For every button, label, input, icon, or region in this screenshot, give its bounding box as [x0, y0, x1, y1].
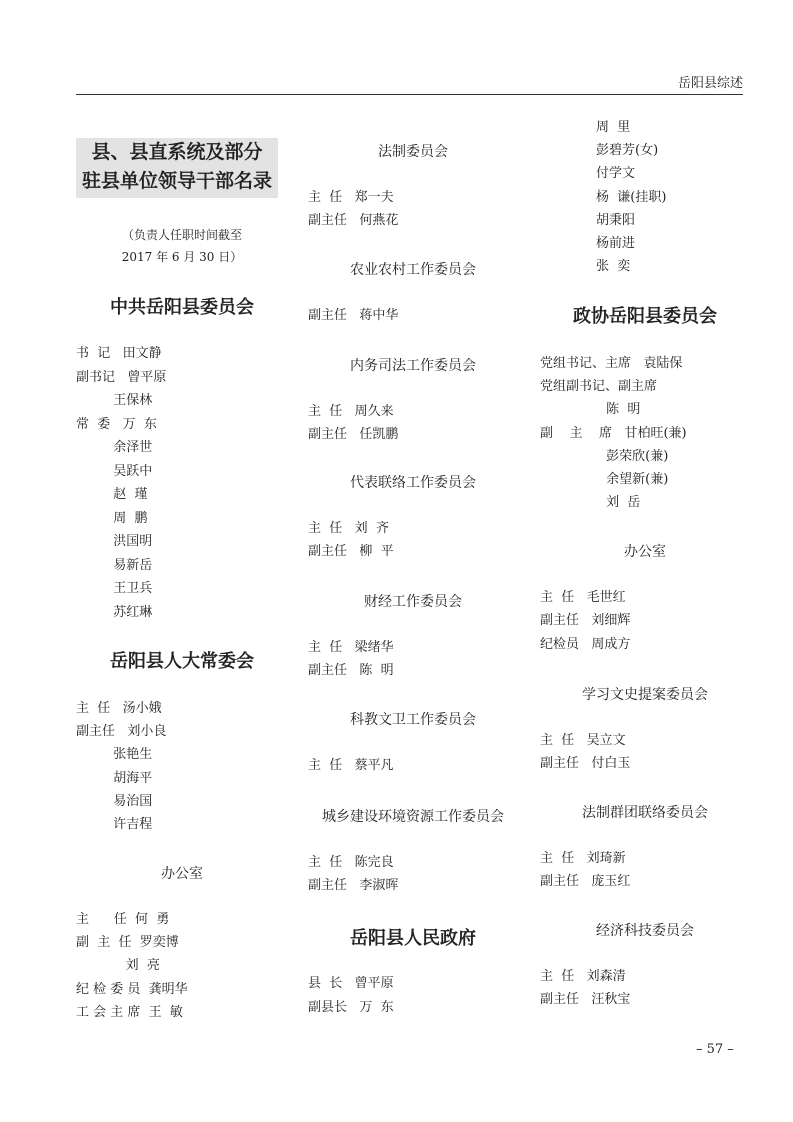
roster-line: 胡海平: [76, 770, 153, 786]
roster-line: 胡秉阳: [596, 212, 636, 228]
roster-line: 余泽世: [76, 440, 153, 455]
title-line-1: 县、县直系统及部分: [91, 141, 263, 163]
roster-line: 杨 谦(挂职): [596, 189, 667, 205]
roster-line: 主 任 梁绪华: [308, 640, 394, 655]
roster-line: 主 任 何 勇: [76, 912, 170, 927]
roster-line: 彭碧芳(女): [596, 143, 659, 159]
roster-line: 余望新(兼): [540, 472, 669, 487]
section-title: 经济科技委员会: [596, 923, 694, 939]
roster-line: 王保林: [76, 393, 153, 408]
running-header: [76, 72, 743, 95]
roster-line: 副主任 庞玉红: [540, 874, 631, 890]
roster-line: 主 任 汤小娥: [76, 701, 162, 716]
roster-line: 陈 明: [540, 402, 641, 418]
roster-line: 张 奕: [596, 259, 631, 275]
roster-line: 周 鹏: [76, 510, 148, 526]
header-title: 岳阳县综述: [677, 76, 743, 91]
section-title: 代表联络工作委员会: [350, 475, 476, 491]
roster-line: 王卫兵: [76, 581, 153, 596]
roster-line: 周 里: [596, 120, 631, 135]
roster-line: 副 主 任 罗奕博: [76, 935, 179, 951]
roster-line: 主 任 刘 齐: [308, 521, 389, 536]
section-title: 农业农村工作委员会: [350, 262, 476, 278]
section-title-npc-office: 办公室: [161, 866, 203, 882]
section-title: 办公室: [624, 544, 666, 560]
roster-line: 吴跃中: [76, 463, 153, 479]
roster-line: 苏红琳: [76, 604, 153, 620]
roster-line: 付学文: [596, 166, 636, 182]
roster-line: 刘 亮: [76, 958, 160, 974]
roster-line: 副主任 汪秋宝: [540, 992, 631, 1008]
section-title: 财经工作委员会: [364, 594, 462, 610]
roster-line: 副主任 付白玉: [540, 756, 631, 772]
note-line-2: 2017 年 6 月 30 日）: [121, 250, 243, 264]
roster-line: 副主任 陈 明: [308, 663, 394, 679]
date-note: [76, 224, 288, 268]
roster-line: 党组副书记、副主席: [540, 379, 658, 395]
section-title: 学习文史提案委员会: [582, 687, 708, 703]
section-title: 法制群团联络委员会: [582, 805, 708, 821]
roster-line: 洪国明: [76, 534, 153, 549]
roster-line: 副主任 刘细辉: [540, 613, 631, 629]
roster-line: 杨前进: [596, 236, 636, 251]
roster-line: 副主任 柳 平: [308, 544, 394, 560]
roster-line: 副主任 何燕花: [308, 213, 399, 229]
roster-line: 副书记 曾平原: [76, 369, 167, 385]
roster-line: 主 任 毛世红: [540, 590, 626, 605]
section-title: 内务司法工作委员会: [350, 358, 476, 374]
note-line-1: （负责人任职时间截至: [121, 228, 242, 242]
section-title: 科教文卫工作委员会: [350, 712, 476, 728]
roster-line: 副主任 任凯鹏: [308, 427, 399, 443]
roster-line: 易新岳: [76, 557, 153, 573]
roster-line: 副主任 刘小良: [76, 724, 167, 740]
roster-line: 纪 检 委 员 龚明华: [76, 981, 188, 997]
roster-line: 党组书记、主席 袁陆保: [540, 356, 683, 371]
roster-line: 副主任 李淑晖: [308, 878, 399, 894]
page-number: – 57 –: [696, 1042, 734, 1057]
roster-line: 易治国: [76, 793, 153, 809]
roster-line: 张艳生: [76, 747, 153, 763]
roster-line: 副主任 蒋中华: [308, 308, 399, 323]
roster-line: 主 任 刘森清: [540, 969, 626, 984]
section-title-government: 岳阳县人民政府: [350, 928, 476, 949]
roster-line: 主 任 陈完良: [308, 855, 394, 870]
roster-line: 彭荣欣(兼): [540, 448, 669, 464]
roster-line: 书 记 田文静: [76, 346, 162, 361]
roster-line: 赵 瑾: [76, 487, 148, 502]
section-title: 城乡建设环境资源工作委员会: [322, 809, 504, 825]
roster-line: 纪检员 周成方: [540, 636, 631, 652]
section-title-party: 中共岳阳县委员会: [110, 297, 254, 318]
section-title-npc: 岳阳县人大常委会: [110, 651, 254, 672]
roster-line: 主 任 刘琦新: [540, 851, 626, 866]
roster-line: 刘 岳: [540, 495, 641, 511]
section-title-cppcc: 政协岳阳县委员会: [573, 306, 717, 327]
title-line-2: 驻县单位领导干部名录: [81, 170, 272, 192]
roster-line: 主 任 郑一夫: [308, 190, 394, 205]
roster-line: 主 任 吴立文: [540, 733, 626, 748]
section-title: 法制委员会: [378, 144, 448, 160]
roster-line: 工 会 主 席 王 敏: [76, 1004, 183, 1020]
roster-line: 许吉程: [76, 817, 153, 832]
roster-line: 县 长 曾平原: [308, 976, 394, 991]
roster-line: 主 任 周久来: [308, 404, 394, 419]
roster-line: 主 任 蔡平凡: [308, 758, 394, 773]
roster-line: 副 主 席 甘柏旺(兼): [540, 425, 687, 441]
roster-line: 常 委 万 东: [76, 416, 157, 432]
roster-line: 副县长 万 东: [308, 999, 394, 1015]
page-title: [76, 138, 278, 198]
